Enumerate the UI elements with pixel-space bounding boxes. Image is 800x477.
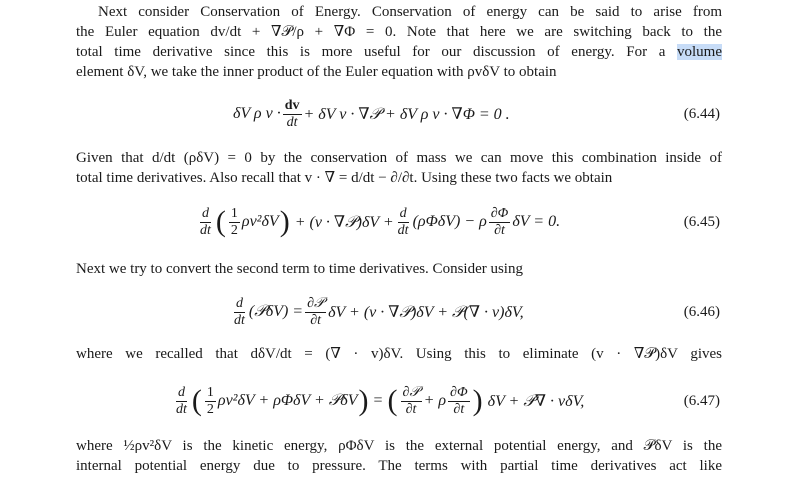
eq645-mid: + (v · ∇𝒫)δV + [294,214,394,231]
eq647-half-num: 1 [206,384,214,400]
eq645-d2-fraction [396,206,411,239]
eq647-label: (6.47) [683,393,720,409]
eq645-half-num: 1 [230,205,238,221]
eq645-d2-den: dt [397,222,409,238]
eq647-p1-den: ∂t [405,401,417,417]
eq644-fraction [283,98,302,131]
paragraph-1-line-4: element δV, we take the inner product of the Euler equation with ρvδV to obtain [76,64,557,80]
eq645-close-paren: ) [279,205,290,238]
eq646-p-den: ∂t [310,312,321,328]
eq644-pre: δV ρ v · [233,105,281,122]
eq647-open-paren-2: ( [387,384,398,417]
eq646-rhs: δV + (v · ∇𝒫)δV + 𝒫(∇ · v)δV, [328,304,524,321]
paragraph-5-line-1: where ½ρv²δV is the kinetic energy, ρΦδV is the external potential energy, and 𝒫δV is the [76,438,722,454]
paragraph-1-line-2: the Euler equation dv/dt + ∇𝒫/ρ + ∇Φ = 0. Note that here we are switching back to the [76,24,722,40]
eq644-post: + δV v · ∇𝒫 + δV ρ v · ∇Φ = 0 . [303,106,510,123]
equation-6-47 [0,381,800,421]
eq645-label: (6.45) [683,214,720,230]
eq646-p-num: ∂𝒫 [307,295,325,311]
eq645-partial-fraction [489,206,511,239]
eq647-d-den: dt [176,401,187,417]
eq645-p-num: ∂Φ [490,205,509,221]
eq647-d-num: d [177,384,185,400]
eq647-end: δV + 𝒫∇ · vδV, [487,393,585,410]
eq647-d-fraction [174,385,189,418]
paragraph-1-line-1: Next consider Conservation of Energy. Conservation of energy can be said to arise from [98,4,722,20]
eq646-partial-fraction [305,296,326,329]
equation-6-46 [0,292,800,332]
eq647-p2-num: ∂Φ [450,384,468,400]
paragraph-5-line-2: internal potential energy due to pressure. The terms with partial time derivatives act like [76,458,722,474]
paragraph-1-line-3 [76,42,722,62]
eq645-half-den: 2 [230,222,238,238]
eq647-half-den: 2 [206,401,214,417]
eq645-d-num: d [201,205,209,221]
paragraph-2-line-2: total time derivatives. Also recall that v · ∇ = d/dt − ∂/∂t. Using these two facts we obtain [76,170,613,186]
equation-6-45 [0,202,800,242]
eq647-open-paren: ( [191,384,202,417]
eq645-d2-num: d [399,205,407,221]
eq647-p1-fraction [401,385,422,418]
eq644-label: (6.44) [683,106,720,122]
eq647-equals: = [373,392,383,409]
eq646-label: (6.46) [683,304,720,320]
paragraph-3: Next we try to convert the second term to time derivatives. Consider using [76,261,523,277]
eq645-end: δV = 0. [512,213,561,230]
eq647-p1-num: ∂𝒫 [402,384,420,400]
eq646-lhs: (𝒫δV) = [248,303,304,320]
eq645-d-den: dt [200,222,211,238]
eq645-half [229,206,240,239]
eq646-d-fraction [232,296,247,329]
eq647-half [205,385,216,418]
eq646-d-den: dt [234,312,245,328]
eq645-inner: ρv²δV [241,213,279,230]
eq647-close-paren: ) [358,384,369,417]
eq645-d-fraction [198,206,213,239]
eq645-p-den: ∂t [494,222,505,238]
equation-6-44 [0,94,800,134]
eq644-den: dt [286,114,298,130]
eq647-inner: ρv²δV + ρΦδV + 𝒫δV [217,392,358,409]
eq647-close-paren-2: ) [472,384,483,417]
paragraph-2-line-1: Given that d/dt (ρδV) = 0 by the conservation of mass we can move this combination inside of [76,150,722,166]
paragraph-4: where we recalled that dδV/dt = (∇ · v)δV. Using this to eliminate (v · ∇𝒫)δV gives [76,346,722,362]
selected-word-highlight[interactable]: volume [677,44,722,60]
eq645-mid2: (ρΦδV) − ρ [412,213,487,230]
eq644-num: dv [284,97,300,113]
eq646-d-num: d [235,295,243,311]
eq647-p2-fraction [448,385,470,418]
eq647-plus: + ρ [423,392,447,409]
eq645-open-paren: ( [215,205,226,238]
paragraph-1-line-3-text: total time derivative since this is more useful for our discussion of energy. For a [76,44,677,60]
eq647-p2-den: ∂t [453,401,465,417]
